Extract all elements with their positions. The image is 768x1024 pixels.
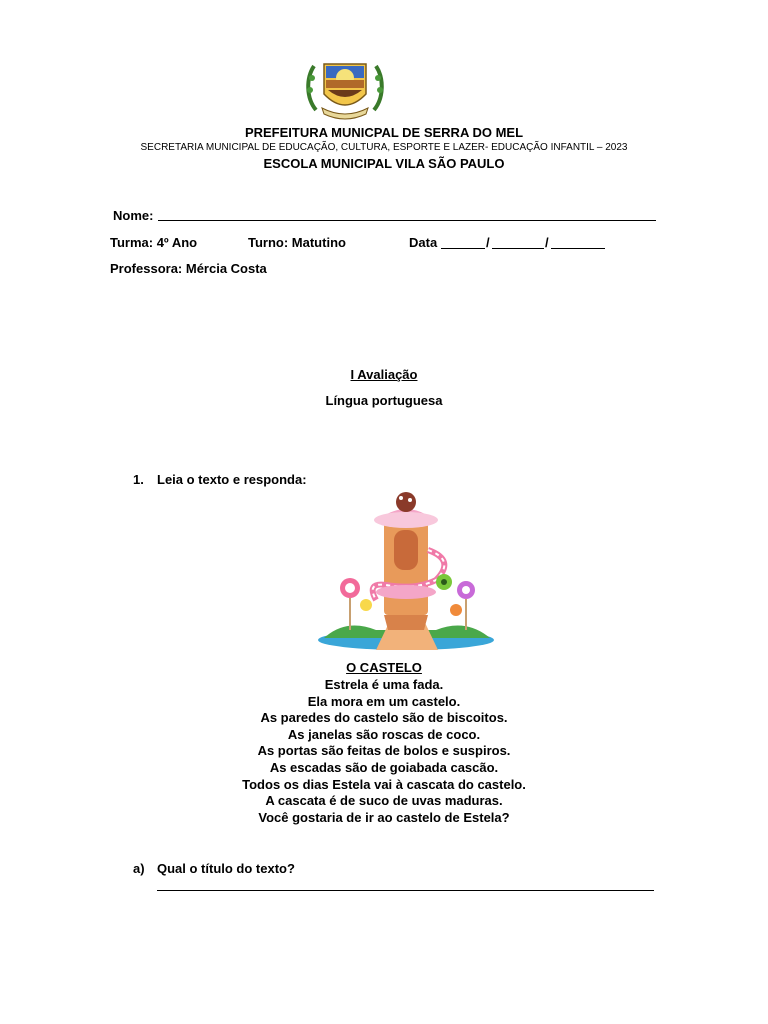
poem-line: As paredes do castelo são de biscoitos. <box>260 710 508 725</box>
poem-line: Você gostaria de ir ao castelo de Estela? <box>258 810 510 825</box>
coat-of-arms-icon <box>302 58 388 122</box>
professora-field: Professora: Mércia Costa <box>110 261 267 276</box>
date-separator-2: / <box>545 235 549 250</box>
question-a-answer-line[interactable] <box>157 878 654 891</box>
escola-title: ESCOLA MUNICIPAL VILA SÃO PAULO <box>263 156 505 171</box>
question-a-prompt: Qual o título do texto? <box>157 861 295 876</box>
poem-line: Estrela é uma fada. <box>324 677 444 692</box>
secretaria-line: SECRETARIA MUNICIPAL DE EDUCAÇÃO, CULTURA, ESPORTE E LAZER- EDUCAÇÃO INFANTIL – 2023 <box>140 142 628 153</box>
poem-line: As janelas são roscas de coco. <box>287 727 481 742</box>
turma-field: Turma: 4º Ano <box>110 235 198 250</box>
data-label: Data <box>409 235 438 250</box>
poem-line: As portas são feitas de bolos e suspiros. <box>257 743 511 758</box>
prefeitura-title: PREFEITURA MUNICPAL DE SERRA DO MEL <box>244 125 524 140</box>
poem-line: As escadas são de goiabada cascão. <box>269 760 499 775</box>
turno-field: Turno: Matutino <box>248 235 346 250</box>
nome-answer-line[interactable] <box>158 206 656 221</box>
date-separator-1: / <box>486 235 490 250</box>
nome-label: Nome: <box>113 208 154 223</box>
poem-line: A cascata é de suco de uvas maduras. <box>265 793 503 808</box>
poem-line: Ela mora em um castelo. <box>307 694 461 709</box>
question-a-letter: a) <box>133 861 145 876</box>
question-1-number: 1. <box>133 472 144 487</box>
date-day-line[interactable] <box>441 234 485 249</box>
date-year-line[interactable] <box>551 234 605 249</box>
question-1-prompt: Leia o texto e responda: <box>157 472 307 487</box>
exam-subject: Língua portuguesa <box>325 393 443 408</box>
date-month-line[interactable] <box>492 234 544 249</box>
exam-title: I Avaliação <box>350 367 418 382</box>
poem-line: Todos os dias Estela vai à cascata do castelo. <box>242 777 526 792</box>
candy-castle-illustration-icon <box>306 490 506 655</box>
poem-title: O CASTELO <box>346 660 422 675</box>
